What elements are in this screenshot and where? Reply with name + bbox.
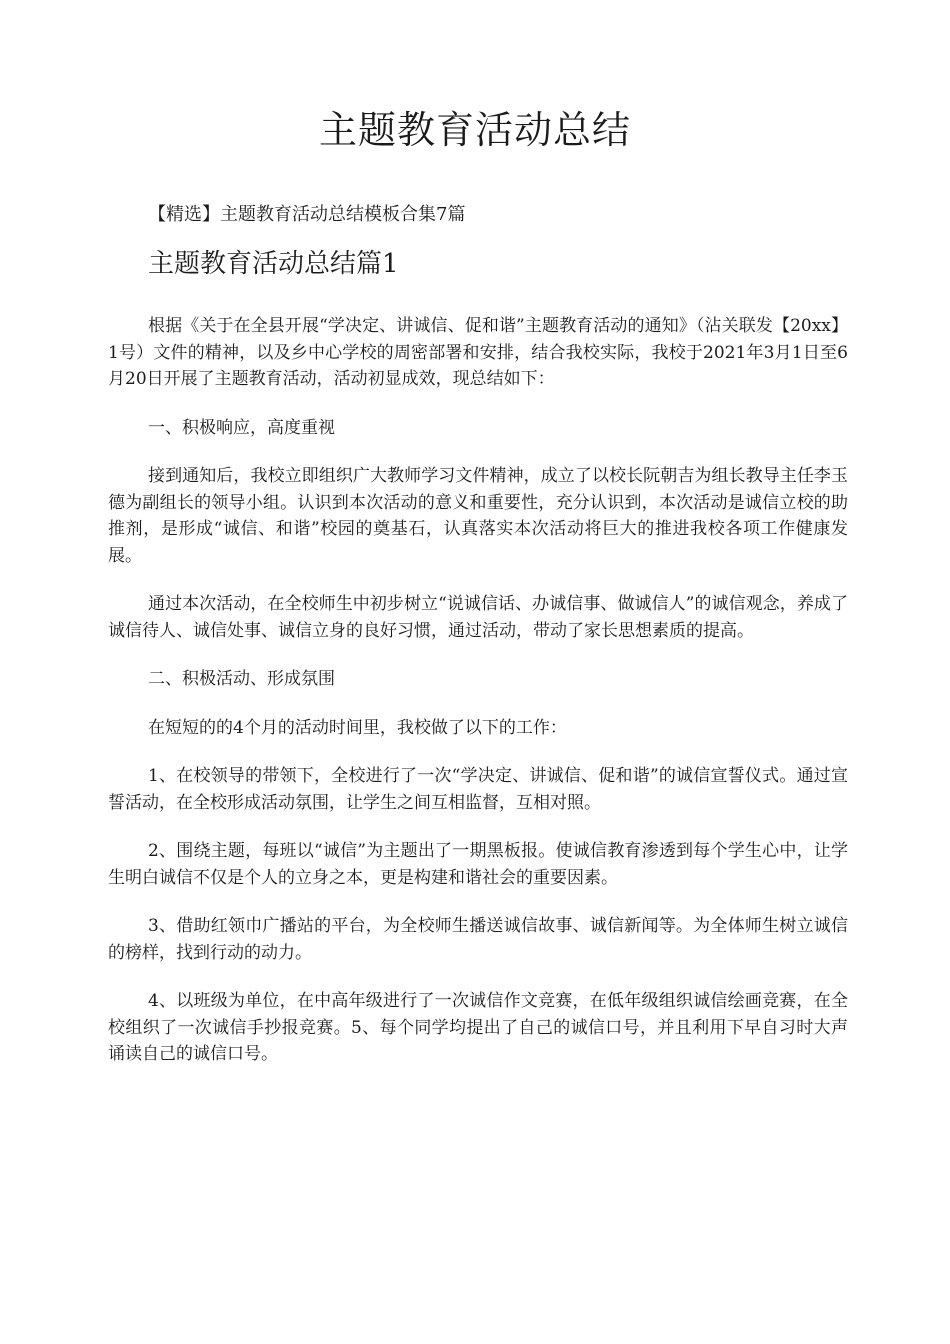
list-item-3: 3、借助红领巾广播站的平台，为全校师生播送诚信故事、诚信新闻等。为全体师生树立诚信的榜样，找到行动的动力。 (108, 916, 848, 963)
document-body (108, 313, 848, 1090)
list-item-4: 4、以班级为单位，在中高年级进行了一次诚信作文竞赛，在低年级组织诚信绘画竞赛，在全校组织了一次诚信手抄报竞赛。5、每个同学均提出了自己的诚信口号，并且利用下早自习时大声诵读自己的诚信口号。 (108, 991, 848, 1064)
paragraph-intro: 根据《关于在全县开展“学决定、讲诚信、促和谐”主题教育活动的通知》（沾关联发【20xx】1号）文件的精神，以及乡中心学校的周密部署和安排，结合我校实际，我校于2021年3月1日至6月20日开展了主题教育活动，活动初显成效，现总结如下： (108, 316, 848, 389)
subheading-2: 二、积极活动、形成氛围 (148, 669, 335, 689)
subheading-1: 一、积极响应，高度重视 (148, 417, 335, 438)
list-item-2: 2、围绕主题，每班以“诚信”为主题出了一期黑板报。使诚信教育渗透到每个学生心中，让学生明白诚信不仅是个人的立身之本，更是构建和谐社会的重要因素。 (108, 841, 848, 888)
paragraph: 在短短的的4个月的活动时间里，我校做了以下的工作： (148, 717, 567, 738)
paragraph: 通过本次活动，在全校师生中初步树立“说诚信话、办诚信事、做诚信人”的诚信观念，养成了诚信待人、诚信处事、诚信立身的良好习惯，通过活动，带动了家长思想素质的提高。 (108, 594, 848, 641)
document-subtitle: 【精选】主题教育活动总结模板合集7篇 (148, 204, 466, 225)
document-title: 主题教育活动总结 (318, 108, 631, 152)
section-heading: 主题教育活动总结篇1 (148, 249, 399, 279)
list-item-1: 1、在校领导的带领下，全校进行了一次“学决定、讲诚信、促和谐”的诚信宣誓仪式。通过宣誓活动，在全校形成活动氛围，让学生之间互相监督，互相对照。 (108, 766, 848, 813)
paragraph: 接到通知后，我校立即组织广大教师学习文件精神，成立了以校长阮朝吉为组长教导主任李玉德为副组长的领导小组。认识到本次活动的意义和重要性，充分认识到，本次活动是诚信立校的助推剂，是形成“诚信、和谐”校园的奠基石，认真落实本次活动将巨大的推进我校各项工作健康发展。 (108, 466, 848, 566)
